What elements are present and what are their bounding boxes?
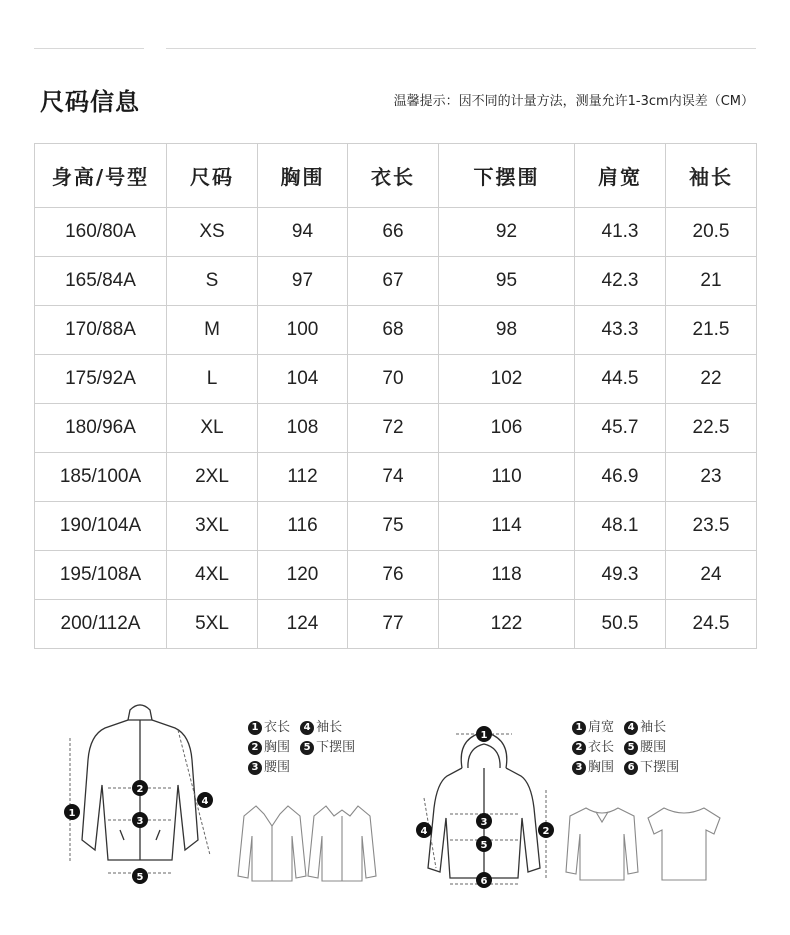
jacket-legend: 1 衣长 4 袖长 2 胸围 5 下摆围 3 腰围 — [248, 718, 361, 778]
cell-size: 2XL — [167, 453, 258, 502]
cell-chest: 108 — [258, 404, 348, 453]
header-size: 尺码 — [167, 144, 258, 208]
cell-hem: 92 — [439, 208, 575, 257]
hoodie-marker-5 — [476, 836, 492, 852]
svg-text:6: 6 — [480, 876, 488, 887]
svg-text:4: 4 — [420, 826, 428, 837]
jacket-marker-2 — [132, 780, 148, 796]
jacket-thumbnails — [236, 796, 386, 886]
cell-height-type: 185/100A — [35, 453, 167, 502]
cell-length: 75 — [348, 502, 439, 551]
cell-shoulder: 50.5 — [575, 600, 666, 649]
header-length: 衣长 — [348, 144, 439, 208]
table-row — [35, 404, 757, 453]
cell-height-type: 170/88A — [35, 306, 167, 355]
cell-size: 5XL — [167, 600, 258, 649]
cell-sleeve: 20.5 — [666, 208, 757, 257]
svg-text:3: 3 — [480, 817, 488, 828]
table-row — [35, 502, 757, 551]
svg-text:5: 5 — [136, 872, 144, 883]
cell-sleeve: 24 — [666, 551, 757, 600]
cell-height-type: 165/84A — [35, 257, 167, 306]
cell-shoulder: 49.3 — [575, 551, 666, 600]
cell-height-type: 195/108A — [35, 551, 167, 600]
cell-shoulder: 43.3 — [575, 306, 666, 355]
cell-length: 72 — [348, 404, 439, 453]
hoodie-marker-3 — [476, 813, 492, 829]
cell-chest: 112 — [258, 453, 348, 502]
cell-chest: 120 — [258, 551, 348, 600]
cell-height-type: 160/80A — [35, 208, 167, 257]
cell-sleeve: 22 — [666, 355, 757, 404]
cell-sleeve: 22.5 — [666, 404, 757, 453]
svg-text:1: 1 — [68, 808, 76, 819]
table-row — [35, 355, 757, 404]
cell-chest: 116 — [258, 502, 348, 551]
cell-hem: 98 — [439, 306, 575, 355]
table-row — [35, 453, 757, 502]
header-height-type: 身高/号型 — [35, 144, 167, 208]
cell-sleeve: 21 — [666, 257, 757, 306]
cell-sleeve: 23.5 — [666, 502, 757, 551]
cell-hem: 95 — [439, 257, 575, 306]
table-row — [35, 208, 757, 257]
cell-chest: 100 — [258, 306, 348, 355]
header-sleeve: 袖长 — [666, 144, 757, 208]
size-table — [34, 143, 757, 649]
svg-text:3: 3 — [136, 816, 144, 827]
table-row — [35, 306, 757, 355]
cell-hem: 102 — [439, 355, 575, 404]
top-divider-left — [34, 48, 144, 49]
cell-height-type: 190/104A — [35, 502, 167, 551]
table-row — [35, 600, 757, 649]
table-row — [35, 551, 757, 600]
cell-chest: 97 — [258, 257, 348, 306]
cell-hem: 106 — [439, 404, 575, 453]
cell-size: 4XL — [167, 551, 258, 600]
cell-chest: 94 — [258, 208, 348, 257]
cell-length: 66 — [348, 208, 439, 257]
hoodie-marker-1 — [476, 726, 492, 742]
cell-chest: 104 — [258, 355, 348, 404]
svg-text:4: 4 — [201, 796, 209, 807]
cell-hem: 122 — [439, 600, 575, 649]
cell-size: XL — [167, 404, 258, 453]
cell-chest: 124 — [258, 600, 348, 649]
cell-size: M — [167, 306, 258, 355]
jacket-diagram — [60, 690, 230, 890]
cell-shoulder: 48.1 — [575, 502, 666, 551]
svg-text:1: 1 — [480, 730, 488, 741]
cell-length: 74 — [348, 453, 439, 502]
cell-shoulder: 45.7 — [575, 404, 666, 453]
jacket-marker-3 — [132, 812, 148, 828]
cell-height-type: 200/112A — [35, 600, 167, 649]
cell-length: 68 — [348, 306, 439, 355]
header-hem: 下摆围 — [439, 144, 575, 208]
hoodie-marker-6 — [476, 872, 492, 888]
cell-height-type: 175/92A — [35, 355, 167, 404]
header-chest: 胸围 — [258, 144, 348, 208]
table-header-row — [35, 144, 757, 208]
header-shoulder: 肩宽 — [575, 144, 666, 208]
cell-length: 76 — [348, 551, 439, 600]
measurement-tip: 温馨提示：因不同的计量方法，测量允许1-3cm内误差（CM） — [393, 94, 754, 109]
cell-size: XS — [167, 208, 258, 257]
jacket-marker-4 — [197, 792, 213, 808]
hoodie-diagram — [412, 718, 562, 893]
svg-text:2: 2 — [136, 784, 144, 795]
cell-sleeve: 24.5 — [666, 600, 757, 649]
cell-height-type: 180/96A — [35, 404, 167, 453]
cell-shoulder: 42.3 — [575, 257, 666, 306]
cell-size: S — [167, 257, 258, 306]
cell-shoulder: 46.9 — [575, 453, 666, 502]
top-divider-right — [166, 48, 756, 49]
cell-sleeve: 23 — [666, 453, 757, 502]
cell-shoulder: 44.5 — [575, 355, 666, 404]
hoodie-marker-4 — [416, 822, 432, 838]
cell-hem: 110 — [439, 453, 575, 502]
page-title: 尺码信息 — [40, 88, 140, 116]
table-row — [35, 257, 757, 306]
cell-size: L — [167, 355, 258, 404]
cell-length: 77 — [348, 600, 439, 649]
jacket-marker-1 — [64, 804, 80, 820]
cell-sleeve: 21.5 — [666, 306, 757, 355]
cell-hem: 118 — [439, 551, 575, 600]
cell-size: 3XL — [167, 502, 258, 551]
hoodie-marker-2 — [538, 822, 554, 838]
hoodie-legend: 1 肩宽 4 袖长 2 衣长 5 腰围 3 胸围 6 下摆围 — [572, 718, 685, 778]
cell-length: 70 — [348, 355, 439, 404]
cell-length: 67 — [348, 257, 439, 306]
cell-shoulder: 41.3 — [575, 208, 666, 257]
hoodie-thumbnails — [564, 800, 724, 885]
svg-text:2: 2 — [542, 826, 550, 837]
cell-hem: 114 — [439, 502, 575, 551]
jacket-marker-5 — [132, 868, 148, 884]
svg-text:5: 5 — [480, 840, 488, 851]
